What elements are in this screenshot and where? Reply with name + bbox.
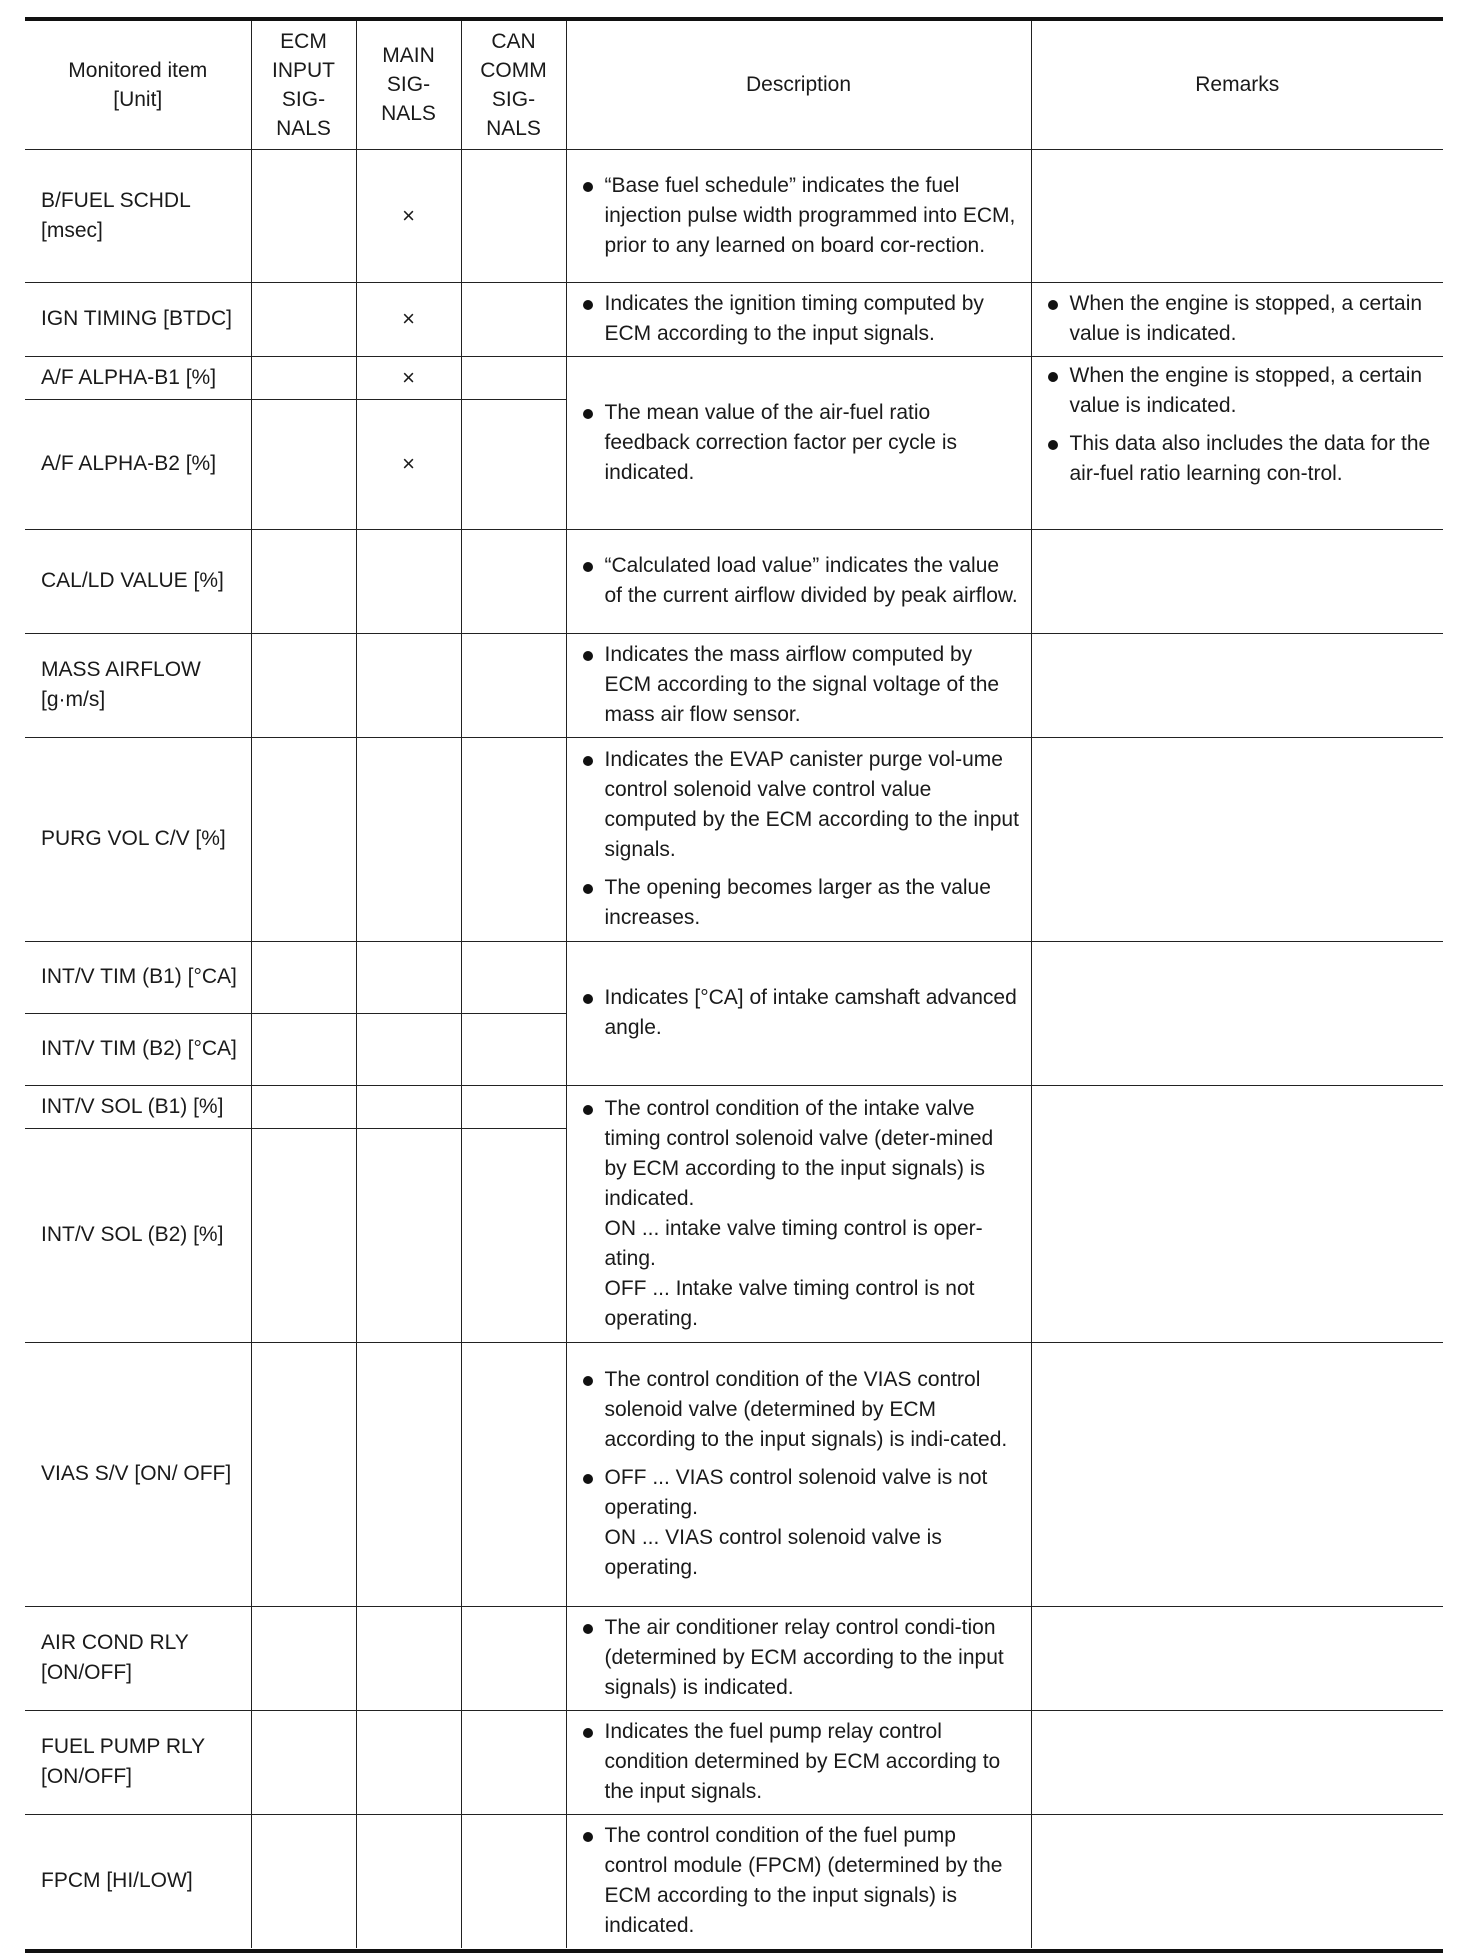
ecm-input-cell [251, 633, 356, 737]
table-header-row [25, 21, 1443, 149]
item-ign-timing: IGN TIMING [BTDC] [25, 282, 251, 356]
remarks-cell [1031, 149, 1443, 282]
main-signal-mark: × [356, 282, 461, 356]
remarks-cell [1031, 1606, 1443, 1710]
main-signal-cell [356, 1606, 461, 1710]
ecm-input-cell [251, 1606, 356, 1710]
description-cell [566, 1814, 1031, 1948]
can-comm-cell [461, 1128, 566, 1342]
monitor-item-document [25, 17, 1443, 1953]
can-comm-cell [461, 1342, 566, 1606]
description-bullet: The control condition of the fuel pump control module (FPCM) (determined by the ECM according to the input signals) is indicated. [581, 1821, 1021, 1941]
header-main-signals: MAIN SIG-NALS [356, 21, 461, 149]
remarks-cell [1031, 1085, 1443, 1342]
table-row [25, 1814, 1443, 1948]
ecm-input-cell [251, 356, 356, 399]
main-signal-cell [356, 1128, 461, 1342]
header-monitored-item: Monitored item [Unit] [25, 21, 251, 149]
can-comm-cell [461, 1085, 566, 1128]
description-bullet: The air conditioner relay control condi-tion (determined by ECM according to the input signals) is indicated. [581, 1613, 1021, 1703]
item-fpcm: FPCM [HI/LOW] [25, 1814, 251, 1948]
description-bullet: Indicates [°CA] of intake camshaft advanced angle. [581, 983, 1021, 1043]
description-cell [566, 529, 1031, 633]
ecm-input-cell [251, 149, 356, 282]
main-signal-cell [356, 1085, 461, 1128]
table-row [25, 356, 1443, 399]
header-can-comm-signals: CAN COMM SIG-NALS [461, 21, 566, 149]
table-row [25, 282, 1443, 356]
main-signal-cell [356, 1342, 461, 1606]
description-text-on: ON ... VIAS control solenoid valve is operating. [604, 1526, 942, 1579]
table-row [25, 1606, 1443, 1710]
item-purg-vol-cv: PURG VOL C/V [%] [25, 737, 251, 941]
description-bullet: Indicates the ignition timing computed by ECM according to the input signals. [581, 289, 1021, 349]
header-description: Description [566, 21, 1031, 149]
remarks-cell [1031, 1814, 1443, 1948]
table-row [25, 1710, 1443, 1814]
description-bullet: Indicates the fuel pump relay control condition determined by ECM according to the input signals. [581, 1717, 1021, 1807]
description-cell [566, 1085, 1031, 1342]
description-cell [566, 737, 1031, 941]
can-comm-cell [461, 282, 566, 356]
description-bullet: “Calculated load value” indicates the value of the current airflow divided by peak airflow. [581, 551, 1021, 611]
remark-bullet: This data also includes the data for the air-fuel ratio learning con-trol. [1046, 429, 1434, 489]
main-signal-cell [356, 633, 461, 737]
remark-bullet: When the engine is stopped, a certain value is indicated. [1046, 361, 1434, 421]
remarks-cell [1031, 356, 1443, 529]
ecm-input-cell [251, 737, 356, 941]
item-vias-sv: VIAS S/V [ON/ OFF] [25, 1342, 251, 1606]
main-signal-mark: × [356, 149, 461, 282]
remarks-cell [1031, 1342, 1443, 1606]
item-cal-ld-value: CAL/LD VALUE [%] [25, 529, 251, 633]
main-signal-cell [356, 737, 461, 941]
description-cell [566, 941, 1031, 1085]
table-row [25, 633, 1443, 737]
ecm-input-cell [251, 1710, 356, 1814]
header-ecm-input-signals: ECM INPUT SIG-NALS [251, 21, 356, 149]
ecm-input-cell [251, 399, 356, 529]
monitor-item-table [25, 21, 1443, 1948]
description-cell [566, 282, 1031, 356]
table-row [25, 1085, 1443, 1128]
description-text-off: OFF ... Intake valve timing control is not operating. [604, 1276, 975, 1330]
can-comm-cell [461, 633, 566, 737]
description-bullet [581, 1463, 1021, 1583]
description-cell [566, 1710, 1031, 1814]
can-comm-cell [461, 737, 566, 941]
item-mass-airflow: MASS AIRFLOW [g·m/s] [25, 633, 251, 737]
description-bullet: “Base fuel schedule” indicates the fuel injection pulse width programmed into ECM, prior to any learned on board cor-rection. [581, 171, 1021, 261]
item-af-alpha-b2: A/F ALPHA-B2 [%] [25, 399, 251, 529]
ecm-input-cell [251, 1814, 356, 1948]
can-comm-cell [461, 1606, 566, 1710]
description-bullet: Indicates the mass airflow computed by ECM according to the signal voltage of the mass air flow sensor. [581, 640, 1021, 730]
can-comm-cell [461, 149, 566, 282]
can-comm-cell [461, 399, 566, 529]
description-cell [566, 1342, 1031, 1606]
ecm-input-cell [251, 1013, 356, 1085]
main-signal-cell [356, 529, 461, 633]
description-bullet: Indicates the EVAP canister purge vol-ume control solenoid valve control value computed by the ECM according to the input signals. [581, 745, 1021, 865]
item-intv-tim-b1: INT/V TIM (B1) [°CA] [25, 941, 251, 1013]
description-bullet: The control condition of the VIAS control solenoid valve (determined by ECM according to the input signals) is indi-cated. [581, 1365, 1021, 1455]
remarks-cell [1031, 529, 1443, 633]
main-signal-mark: × [356, 356, 461, 399]
description-cell [566, 1606, 1031, 1710]
main-signal-cell [356, 1013, 461, 1085]
ecm-input-cell [251, 1342, 356, 1606]
can-comm-cell [461, 941, 566, 1013]
item-bfuel-schdl: B/FUEL SCHDL [msec] [25, 149, 251, 282]
description-cell [566, 633, 1031, 737]
description-bullet [581, 1094, 1021, 1334]
item-intv-tim-b2: INT/V TIM (B2) [°CA] [25, 1013, 251, 1085]
can-comm-cell [461, 1013, 566, 1085]
table-row [25, 149, 1443, 282]
table-row [25, 529, 1443, 633]
can-comm-cell [461, 1814, 566, 1948]
header-remarks: Remarks [1031, 21, 1443, 149]
ecm-input-cell [251, 282, 356, 356]
ecm-input-cell [251, 1128, 356, 1342]
ecm-input-cell [251, 529, 356, 633]
remarks-cell [1031, 633, 1443, 737]
table-row [25, 1342, 1443, 1606]
description-text-on: ON ... intake valve timing control is oper-ating. [604, 1216, 983, 1270]
remarks-cell [1031, 941, 1443, 1085]
main-signal-cell [356, 941, 461, 1013]
description-bullet: The opening becomes larger as the value increases. [581, 873, 1021, 933]
can-comm-cell [461, 529, 566, 633]
main-signal-mark: × [356, 399, 461, 529]
item-intv-sol-b1: INT/V SOL (B1) [%] [25, 1085, 251, 1128]
item-intv-sol-b2: INT/V SOL (B2) [%] [25, 1128, 251, 1342]
ecm-input-cell [251, 941, 356, 1013]
item-air-cond-rly: AIR COND RLY [ON/OFF] [25, 1606, 251, 1710]
description-cell [566, 149, 1031, 282]
ecm-input-cell [251, 1085, 356, 1128]
main-signal-cell [356, 1710, 461, 1814]
can-comm-cell [461, 356, 566, 399]
table-row [25, 941, 1443, 1013]
description-text: The control condition of the intake valve timing control solenoid valve (deter-mined by ECM according to the input signals) is indicated. [604, 1096, 994, 1210]
item-af-alpha-b1: A/F ALPHA-B1 [%] [25, 356, 251, 399]
remarks-cell [1031, 282, 1443, 356]
description-text-off: OFF ... VIAS control solenoid valve is not operating. [604, 1466, 988, 1519]
description-cell [566, 356, 1031, 529]
table-row [25, 737, 1443, 941]
can-comm-cell [461, 1710, 566, 1814]
main-signal-cell [356, 1814, 461, 1948]
remark-bullet: When the engine is stopped, a certain value is indicated. [1046, 289, 1434, 349]
remarks-cell [1031, 1710, 1443, 1814]
item-fuel-pump-rly: FUEL PUMP RLY [ON/OFF] [25, 1710, 251, 1814]
description-bullet: The mean value of the air-fuel ratio feedback correction factor per cycle is indicated. [581, 398, 1021, 488]
remarks-cell [1031, 737, 1443, 941]
